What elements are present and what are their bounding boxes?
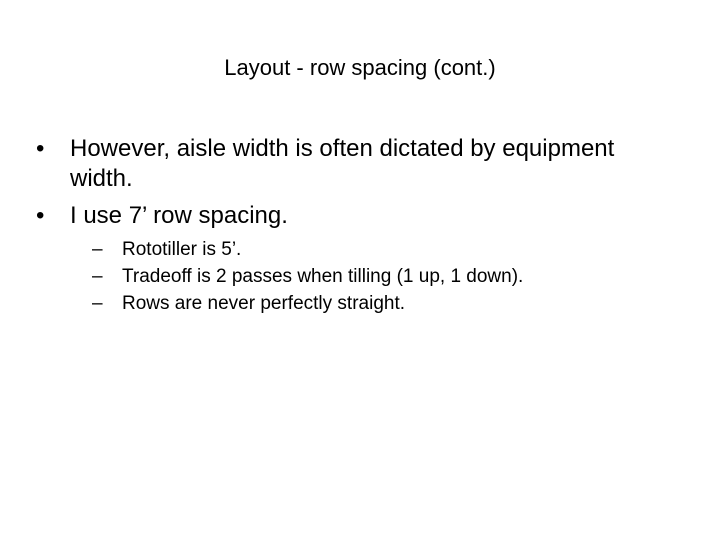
sub-bullet-text: Rototiller is 5’. xyxy=(122,239,242,260)
sub-bullet-text: Rows are never perfectly straight. xyxy=(122,293,406,314)
sub-bullet-marker: – xyxy=(92,266,103,287)
bullet-item xyxy=(36,134,676,194)
slide-title-text: Layout - row spacing (cont.) xyxy=(224,55,496,80)
bullet-marker: • xyxy=(36,202,45,229)
sub-bullet-item xyxy=(92,292,676,316)
slide-body xyxy=(36,134,676,319)
bullet-marker: • xyxy=(36,135,45,162)
bullet-text: However, aisle width is often dictated by equipment width. xyxy=(70,135,615,192)
bullet-text: I use 7’ row spacing. xyxy=(70,202,288,229)
sub-bullet-item xyxy=(92,238,676,262)
sub-bullet-list xyxy=(36,238,676,316)
sub-bullet-marker: – xyxy=(92,293,103,314)
bullet-item xyxy=(36,201,676,231)
sub-bullet-text: Tradeoff is 2 passes when tilling (1 up, 1 down). xyxy=(122,266,524,287)
sub-bullet-item xyxy=(92,265,676,289)
slide-title xyxy=(0,54,720,82)
sub-bullet-marker: – xyxy=(92,239,103,260)
